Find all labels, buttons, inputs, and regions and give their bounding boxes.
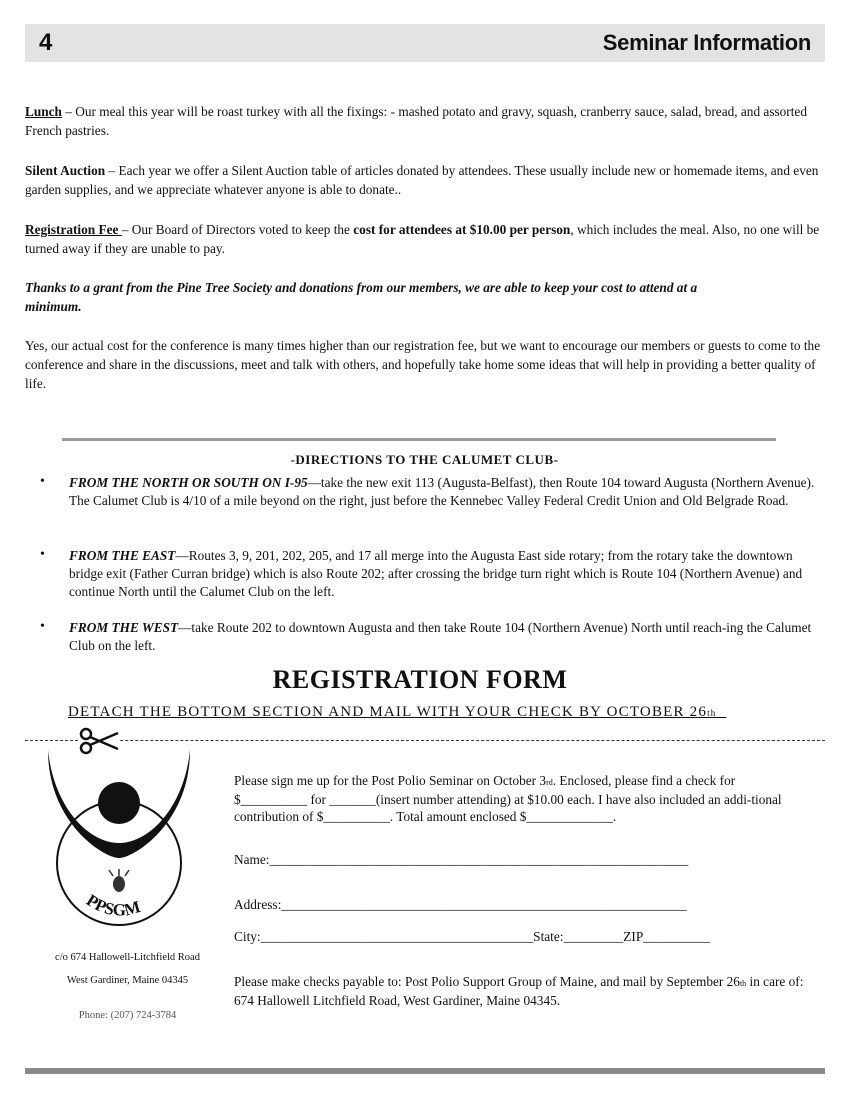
logo-text: PPSGM [83,890,143,920]
bullet-icon: • [40,619,45,634]
section-title: Seminar Information [602,30,811,55]
ppsgm-logo [44,748,194,938]
lunch-paragraph [25,102,828,140]
lunch-label: Lunch [25,104,62,119]
name-field[interactable]: Name:_______________________________________________________________ [234,852,689,867]
direction-lead: FROM THE WEST [69,620,179,635]
footer-bar [25,1068,825,1074]
bullet-icon: • [40,547,45,562]
yes-paragraph: Yes, our actual cost for the conference is many times higher than our registration fee, but we want to encourage our members or guests to come to the conference and share in the discussions, meet and talk with others, and hopefully take home some ideas that will help in providing a better quality of life. [25,338,821,391]
registration-title: REGISTRATION FORM [272,665,568,694]
fee-paragraph [25,220,828,258]
org-phone: Phone: (207) 724-3784 [78,1010,177,1021]
auction-label: Silent Auction [25,163,106,178]
svg-text:PPSGM [83,891,143,920]
cut-line [25,740,825,741]
org-address-line1: c/o 674 Hallowell-Litchfield Road [55,952,200,963]
direction-lead: FROM THE NORTH OR SOUTH ON I-95 [69,475,308,490]
direction-item [69,547,821,601]
org-address-line2: West Gardiner, Maine 04345 [66,975,189,986]
fee-text-before: – Our Board of Directors voted to keep the [121,222,354,237]
auction-text: – Each year we offer a Silent Auction table of articles donated by attendees. These usually include new or homemade items, and even garden supplies, and we appreciate whatever anyone is able to donate.. [25,163,819,197]
fee-label: Registration Fee [25,222,122,237]
city-state-zip-field[interactable]: City:_________________________________________State:_________ZIP__________ [234,929,710,944]
detach-instruction: DETACH THE BOTTOM SECTION AND MAIL WITH YOUR CHECK BY OCTOBER 26th [68,704,717,720]
fee-text-after: , which includes the meal. Also, no one will be turned away if they are unable to pay. [25,222,820,256]
directions-title: -DIRECTIONS TO THE CALUMET CLUB- [290,452,559,467]
bullet-icon: • [40,474,45,489]
direction-lead: FROM THE EAST [69,548,176,563]
direction-item [69,474,821,510]
page-header [25,24,825,62]
signup-text: Please sign me up for the Post Polio Seminar on October 3rd. Enclosed, please find a check for $__________ for _______(insert number attending) at $10.00 each. I have also included an addi-tional contribution of $__________. Total amount enclosed $_____________. [234,773,782,824]
lunch-text: – Our meal this year will be roast turkey with all the fixings: - mashed potato and gravy, squash, cranberry sauce, salad, bread, and assorted French pastries. [25,104,807,138]
direction-text: —Routes 3, 9, 201, 202, 205, and 17 all merge into the Augusta East side rotary; from the rotary take the downtown bridge exit (Father Curran bridge) which is also Route 202; after crossing the bridge turn right which is Route 104 (Northern Avenue) and continue North until the Calumet Club on the left. [69,548,803,599]
direction-item [69,619,821,655]
thanks-paragraph: Thanks to a grant from the Pine Tree Society and donations from our members, we are able to keep your cost to attend at a minimum. [25,280,698,314]
page-number: 4 [39,29,53,56]
direction-text: —take the new exit 113 (Augusta-Belfast), then Route 104 toward Augusta (Northern Avenue). The Calumet Club is 4/10 of a mile beyond on the right, just before the Kennebec Valley Federal Credit Union and Old Belgrade Road. [69,475,815,508]
address-field[interactable]: Address:_____________________________________________________________ [234,897,687,912]
divider [62,438,776,441]
payable-text: Please make checks payable to: Post Polio Support Group of Maine, and mail by September 26th in care of: 674 Hallowell Litchfield Road, West Gardiner, Maine 04345. [234,974,804,1008]
direction-text: —take Route 202 to downtown Augusta and then take Route 104 (Northern Avenue) North until reach-ing the Calumet Club on the left. [69,620,812,653]
fee-bold: cost for attendees at $10.00 per person [353,222,571,237]
auction-paragraph [25,161,828,199]
